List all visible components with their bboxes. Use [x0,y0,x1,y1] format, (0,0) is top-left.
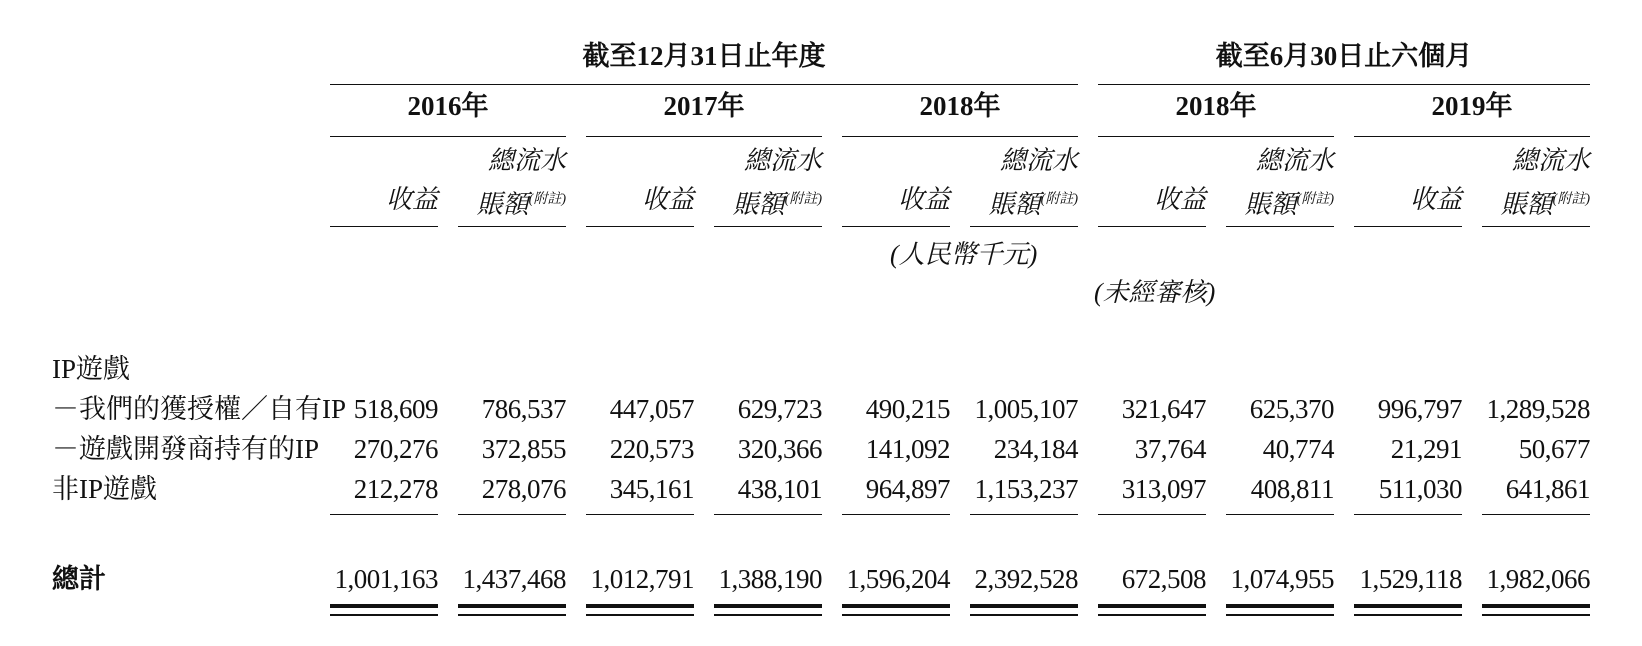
total-double-rule-thin [1098,614,1206,616]
table-cell: 518,609 [353,394,438,424]
col-header-rule [1482,226,1590,227]
col-header-note-marker: (附註) [1296,192,1334,207]
subtotal-rule [842,514,950,515]
table-cell: 447,057 [609,394,694,424]
total-double-rule-thick [970,604,1078,608]
total-label: 總計 [52,564,106,594]
subtotal-rule [970,514,1078,515]
table-cell: 625,370 [1249,394,1334,424]
col-header-gross-text: 賬額 [476,190,529,219]
table-cell: 270,276 [353,434,438,464]
total-double-rule-thin [458,614,566,616]
subtotal-rule [330,514,438,515]
table-cell: 511,030 [1378,474,1462,504]
unaudited-label: (未經審核) [1094,278,1216,307]
table-cell: 438,101 [737,474,822,504]
table-cell: 21,291 [1390,434,1462,464]
col-header-gross-line2 [950,185,1078,220]
col-header-gross-text: 賬額 [732,190,785,219]
total-cell: 1,437,468 [462,564,566,594]
total-double-rule-thin [1354,614,1462,616]
col-header-rule [1354,226,1462,227]
subtotal-rule [1354,514,1462,515]
col-header-gross-text: 賬額 [1244,190,1297,219]
year-header: 2016年 [407,91,489,121]
table-cell: 408,811 [1250,474,1334,504]
table-cell: 345,161 [609,474,694,504]
total-cell: 1,529,118 [1359,564,1462,594]
total-double-rule-thick [1482,604,1590,608]
period-rule-six-months [1098,84,1590,85]
table-cell: 1,289,528 [1486,394,1590,424]
col-header-gross-line2 [1206,185,1334,220]
col-header-gross-line1: 總流水 [999,146,1078,175]
year-rule [586,136,822,137]
col-header-gross-line2 [694,185,822,220]
table-cell: 641,861 [1505,474,1590,504]
total-cell: 1,012,791 [590,564,694,594]
total-double-rule-thick [1226,604,1334,608]
total-double-rule-thin [714,614,822,616]
col-header-gross-line2 [438,185,566,220]
col-header-note-marker: (附註) [528,192,566,207]
col-header-revenue: 收益 [385,185,438,214]
col-header-gross-text: 賬額 [1500,190,1553,219]
table-cell: 50,677 [1518,434,1590,464]
total-cell: 1,388,190 [718,564,822,594]
table-cell: 996,797 [1377,394,1462,424]
table-cell: 372,855 [481,434,566,464]
col-header-rule [586,226,694,227]
total-double-rule-thick [1354,604,1462,608]
col-header-note-marker: (附註) [1552,192,1590,207]
table-cell: 321,647 [1121,394,1206,424]
col-header-revenue: 收益 [897,185,950,214]
table-cell: 629,723 [737,394,822,424]
table-cell: 320,366 [737,434,822,464]
col-header-revenue: 收益 [1153,185,1206,214]
total-cell: 1,074,955 [1230,564,1334,594]
year-rule [842,136,1078,137]
total-double-rule-thin [1482,614,1590,616]
total-double-rule-thin [586,614,694,616]
table-cell: 278,076 [481,474,566,504]
col-header-gross-line1: 總流水 [1511,146,1590,175]
year-rule [330,136,566,137]
total-cell: 1,982,066 [1486,564,1590,594]
table-cell: 964,897 [865,474,950,504]
table-cell: 313,097 [1121,474,1206,504]
total-double-rule-thick [330,604,438,608]
period-title-full-year: 截至12月31日止年度 [582,41,826,71]
total-double-rule-thin [330,614,438,616]
subtotal-rule [1482,514,1590,515]
col-header-revenue: 收益 [641,185,694,214]
subtotal-rule [458,514,566,515]
col-header-rule [970,226,1078,227]
total-double-rule-thin [842,614,950,616]
col-header-note-marker: (附註) [784,192,822,207]
table-cell: 37,764 [1134,434,1206,464]
subtotal-rule [586,514,694,515]
row-label: －遊戲開發商持有的IP [52,434,320,464]
year-rule [1354,136,1590,137]
year-header: 2017年 [663,91,745,121]
total-double-rule-thin [1226,614,1334,616]
total-cell: 1,596,204 [846,564,950,594]
total-double-rule-thick [714,604,822,608]
table-cell: 141,092 [865,434,950,464]
period-title-six-months: 截至6月30日止六個月 [1215,41,1473,71]
subtotal-rule [1098,514,1206,515]
total-cell: 2,392,528 [974,564,1078,594]
col-header-rule [458,226,566,227]
total-double-rule-thick [842,604,950,608]
col-header-rule [714,226,822,227]
col-header-rule [842,226,950,227]
row-label: IP遊戲 [52,354,131,384]
subtotal-rule [1226,514,1334,515]
col-header-rule [330,226,438,227]
table-cell: 1,005,107 [974,394,1078,424]
total-double-rule-thin [970,614,1078,616]
total-double-rule-thick [1098,604,1206,608]
col-header-gross-line1: 總流水 [743,146,822,175]
table-cell: 220,573 [609,434,694,464]
year-header: 2019年 [1431,91,1513,121]
table-cell: 1,153,237 [974,474,1078,504]
period-rule-full-year [330,84,1078,85]
row-label: －我們的獲授權／自有IP [52,394,347,424]
table-cell: 786,537 [481,394,566,424]
total-cell: 672,508 [1121,564,1206,594]
total-double-rule-thick [586,604,694,608]
year-header: 2018年 [1175,91,1257,121]
year-rule [1098,136,1334,137]
year-header: 2018年 [919,91,1001,121]
table-cell: 234,184 [993,434,1078,464]
row-label: 非IP遊戲 [52,474,158,504]
table-cell: 40,774 [1262,434,1334,464]
col-header-gross-line1: 總流水 [1255,146,1334,175]
total-cell: 1,001,163 [334,564,438,594]
table-cell: 490,215 [865,394,950,424]
col-header-gross-text: 賬額 [988,190,1041,219]
col-header-revenue: 收益 [1409,185,1462,214]
subtotal-rule [714,514,822,515]
unit-label: (人民幣千元) [890,240,1038,269]
total-double-rule-thick [458,604,566,608]
col-header-rule [1098,226,1206,227]
col-header-rule [1226,226,1334,227]
col-header-note-marker: (附註) [1040,192,1078,207]
col-header-gross-line2 [1462,185,1590,220]
table-cell: 212,278 [353,474,438,504]
col-header-gross-line1: 總流水 [487,146,566,175]
